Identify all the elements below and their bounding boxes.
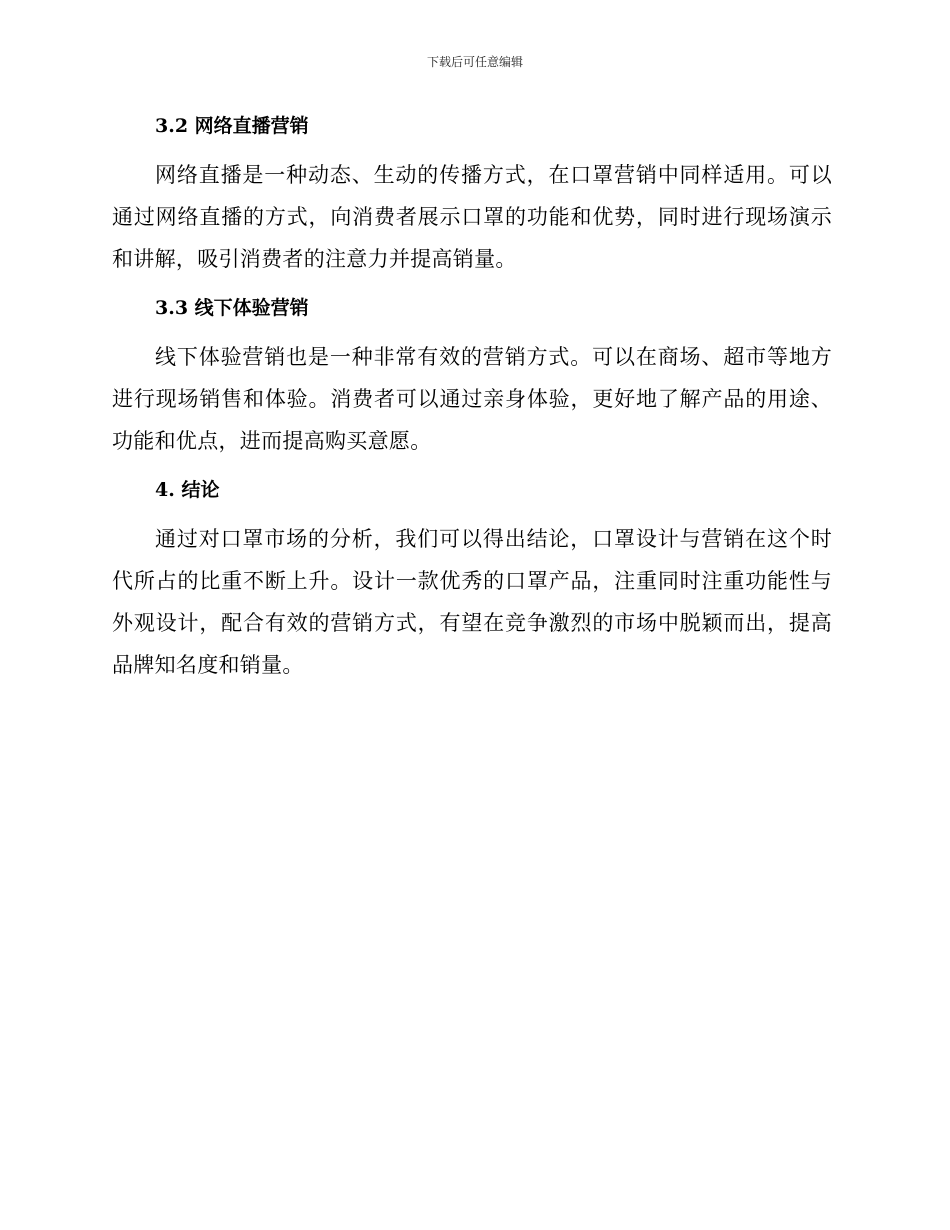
section-heading-3-3: 3.3 线下体验营销 [155,297,309,319]
document-body [112,112,832,686]
section-paragraph-3-2: 网络直播是一种动态、生动的传播方式，在口罩营销中同样适用。可以通过网络直播的方式，向消费者展示口罩的功能和优势，同时进行现场演示和讲解，吸引消费者的注意力并提高销量。 [112,163,832,271]
section-paragraph-4: 通过对口罩市场的分析，我们可以得出结论，口罩设计与营销在这个时代所占的比重不断上升。设计一款优秀的口罩产品，注重同时注重功能性与外观设计，配合有效的营销方式，有望在竞争激烈的市场中脱颖而出，提高品牌知名度和销量。 [112,527,832,677]
page-header: 下载后可任意编辑 [426,55,523,69]
section-heading-4: 4. 结论 [155,479,220,501]
section-heading-3-2: 3.2 网络直播营销 [155,115,309,137]
section-paragraph-3-3: 线下体验营销也是一种非常有效的营销方式。可以在商场、超市等地方进行现场销售和体验。消费者可以通过亲身体验，更好地了解产品的用途、功能和优点，进而提高购买意愿。 [112,345,832,453]
